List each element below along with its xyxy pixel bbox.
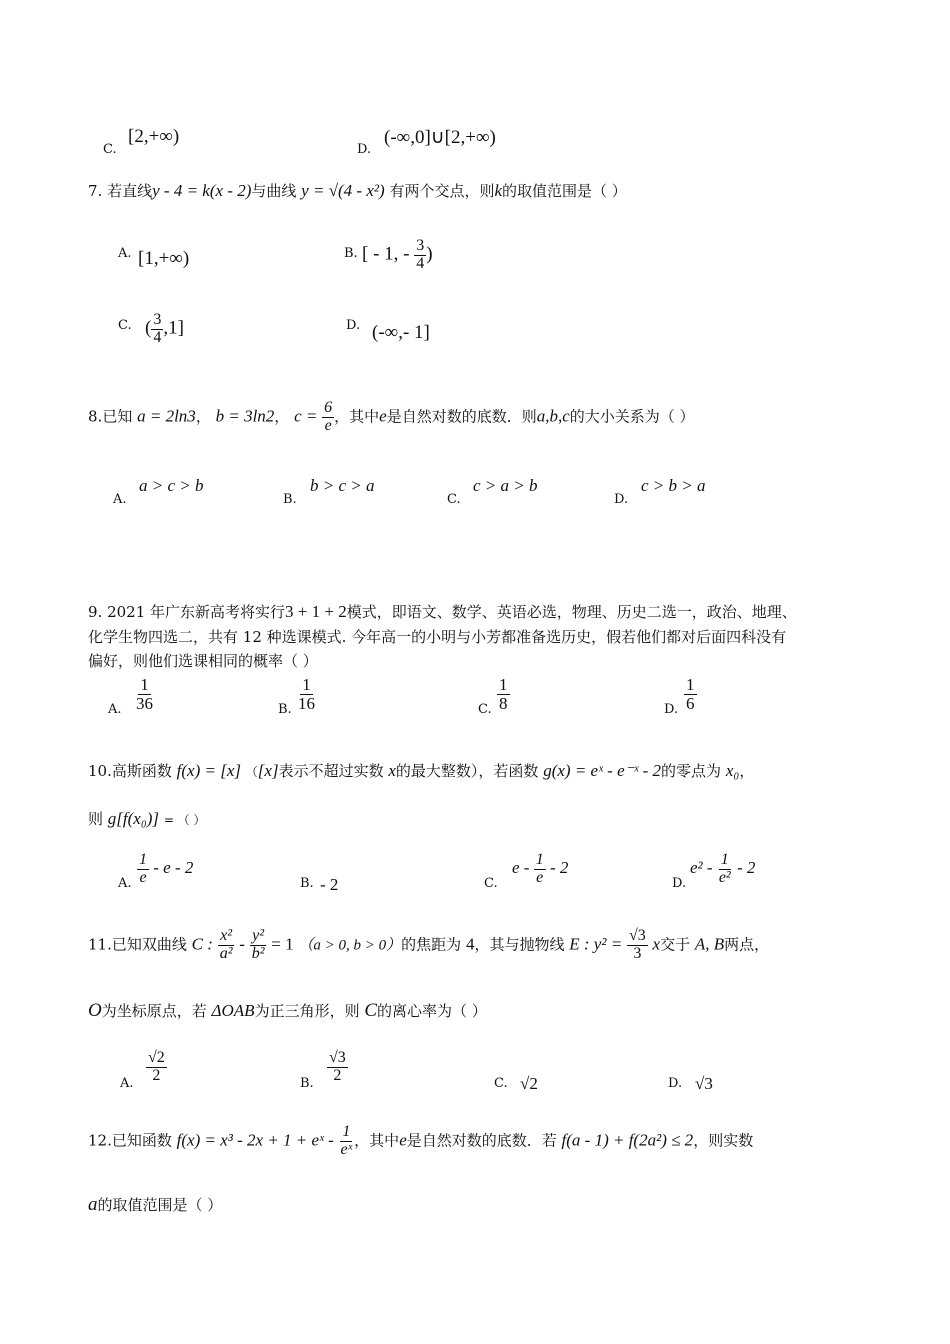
- q7-optA-label: A.: [118, 246, 132, 261]
- q10-optC-post: - 2: [549, 858, 569, 878]
- q8-c-den: e: [324, 416, 332, 434]
- q9-line1: [88, 601, 797, 622]
- q11-text: ，其与抛物线: [474, 935, 565, 954]
- q8-c-num: 6: [324, 399, 333, 416]
- q7-number: 7.: [88, 182, 103, 200]
- q11-eq1: = 1: [271, 934, 294, 954]
- q11-triangle: ΔOAB: [211, 1001, 255, 1020]
- q11-optA-label: A.: [120, 1076, 134, 1091]
- q9-optB-label: B.: [278, 702, 292, 717]
- q6-optC-value: [2,+∞): [128, 126, 180, 147]
- q7-optB-den: 4: [416, 254, 425, 272]
- q8-c-fraction: [322, 400, 334, 435]
- q11-text: 为坐标原点，若: [101, 1002, 207, 1020]
- q11-E-fraction: [627, 928, 648, 963]
- q12-inequality: f(a - 1) + f(2a²) ≤ 2: [561, 1130, 694, 1150]
- q10-optD-label: D.: [672, 876, 687, 891]
- q9-line2: 化学生物四选二，共有 12 种选课模式. 今年高一的小明与小芳都准备选历史，假若他们都对后面四科没有: [88, 628, 787, 646]
- q7-optB-post: ): [426, 243, 433, 265]
- q10-optA-num: 1: [139, 851, 147, 868]
- q11-optD-label: D.: [668, 1076, 683, 1091]
- q7-optC-label: C.: [118, 318, 132, 333]
- q10-f-def: f(x) = [x]: [176, 761, 241, 780]
- q11-text: 交于: [660, 935, 691, 954]
- q7-optB-num: 3: [416, 237, 425, 254]
- q11-O: O: [88, 1000, 102, 1021]
- q8-e: e: [379, 406, 387, 426]
- q7-optD-label: D.: [346, 318, 361, 333]
- q11-optB-den: 2: [333, 1066, 342, 1084]
- q11-text: 为正三角形，则: [254, 1002, 360, 1020]
- q10-x: x: [388, 761, 396, 780]
- q7-optC-fraction: [151, 312, 163, 347]
- q7-optC-num: 3: [153, 311, 162, 328]
- q7-optB-pre: [ - 1, -: [362, 243, 410, 265]
- q8-text: 已知: [102, 407, 133, 426]
- q12-text: ，则实数: [693, 1131, 754, 1150]
- q12-f-den: eˣ: [340, 1140, 353, 1158]
- q7-text: 的取值范围是（ ）: [502, 182, 627, 200]
- q12-f-num: 1: [342, 1123, 351, 1140]
- q11-optB-value: [327, 1050, 348, 1085]
- q10-line1: [88, 760, 754, 781]
- q10-number: 10.: [88, 762, 112, 780]
- q8-c-def: c =: [294, 406, 318, 426]
- q10-optA-value: [137, 852, 193, 887]
- q7-optA-value: [1,+∞): [138, 248, 190, 269]
- q11-optA-num: √2: [148, 1049, 165, 1066]
- q7-k: k: [494, 181, 502, 200]
- q11-optB-num: √3: [329, 1049, 346, 1066]
- q8-text: 是自然对数的底数．则: [386, 407, 537, 426]
- q10-optA-fraction: [137, 852, 149, 887]
- q9-optD-label: D.: [664, 702, 679, 717]
- q9-optC-label: C.: [478, 702, 492, 717]
- q8-text: ，其中: [334, 407, 380, 426]
- q11-condition: （a > 0, b > 0）: [298, 937, 402, 954]
- q7-optC-post: ,1]: [163, 317, 184, 339]
- q8-optB-value: b > c > a: [310, 476, 375, 495]
- q8-stem: 8.已知 a = 2ln3， b = 3ln2， c = $\frac{6}{e}$ ，其中e是自然对数的底数．则a,b,c的大小关系为（ ）: [88, 399, 695, 434]
- q8-text: 的大小关系为（ ）: [569, 407, 695, 426]
- q10-line2: [88, 808, 206, 829]
- q9-optA-den: 36: [136, 693, 153, 713]
- q11-four: 4: [465, 934, 475, 954]
- q11-text: 两点，: [724, 935, 770, 954]
- q10-optC-label: C.: [484, 876, 498, 891]
- q12-text: 已知函数: [111, 1131, 172, 1150]
- q10-optD-num: 1: [720, 851, 729, 868]
- q10-bracket: [x]: [257, 761, 279, 780]
- q9-optB-value: [296, 676, 317, 713]
- q12-e: e: [399, 1130, 407, 1150]
- q11-optA-value: [146, 1050, 167, 1085]
- q11-optB-label: B.: [300, 1076, 314, 1091]
- q10-optC-fraction: [534, 852, 546, 887]
- q9-optA-num: 1: [140, 675, 149, 694]
- q10-text: （: [245, 765, 258, 779]
- q10-optC-num: 1: [535, 851, 544, 868]
- q10-text: 高斯函数: [111, 762, 172, 780]
- q7-optB-value: [362, 238, 433, 273]
- q10-text: 则: [88, 810, 104, 828]
- q11-C: C :: [191, 934, 213, 954]
- q10-optA-label: A.: [118, 876, 132, 891]
- q10-optB-value: - 2: [320, 875, 339, 894]
- q9-optD-num: 1: [686, 675, 695, 694]
- q8-optA-label: A.: [113, 492, 127, 507]
- q9-line3: 偏好，则他们选课相同的概率（ ）: [88, 652, 318, 670]
- q11-three: 3: [633, 944, 642, 962]
- q9-optD-den: 6: [686, 693, 695, 713]
- q7-optC-den: 4: [153, 328, 162, 346]
- q10-optD-pre: e² -: [690, 858, 713, 878]
- q8-a-def: a = 2ln3: [137, 406, 196, 426]
- q9-text: 模式，即语文、数学、英语必选，物理、历史二选一，政治、地理、: [346, 603, 797, 621]
- q11-text: 已知双曲线: [111, 935, 187, 954]
- q11-b2: b²: [251, 944, 265, 962]
- q8-optB-label: B.: [283, 492, 297, 507]
- q12-line2: [88, 1194, 222, 1216]
- q10-text: 的最大整数），若函数: [395, 762, 539, 780]
- q11-x-fraction: [218, 928, 235, 963]
- q11-sqrt3: √3: [628, 927, 646, 944]
- q10-optB-label: B.: [300, 876, 314, 891]
- q12-number: 12.: [88, 1131, 112, 1150]
- q7-optB-label: B.: [344, 246, 358, 261]
- q9-optB-den: 16: [298, 693, 315, 713]
- q8-optD-value: c > b > a: [641, 476, 706, 495]
- q10-optC-pre: e -: [512, 858, 530, 878]
- q11-text: 的焦距为: [401, 935, 462, 954]
- q10-optC-den: e: [536, 868, 544, 886]
- q8-optA-value: a > c > b: [139, 476, 204, 495]
- q12-text: 的取值范围是（ ）: [97, 1196, 223, 1214]
- q7-text: 有两个交点，则: [389, 182, 495, 200]
- q8-optC-label: C.: [447, 492, 461, 507]
- q9-optC-value: [497, 676, 510, 713]
- q11-optD-value: √3: [695, 1074, 713, 1093]
- q11-x: x: [652, 934, 661, 954]
- q7-optB-fraction: [414, 238, 426, 273]
- q8-optC-value: c > a > b: [473, 476, 538, 495]
- q7-curve-equation: y = √(4 - x²): [301, 181, 385, 200]
- q7-text: 与曲线: [251, 182, 297, 200]
- q7-optC-value: [145, 312, 184, 347]
- q12-text: 是自然对数的底数．若: [406, 1131, 557, 1150]
- q11-optC-value: √2: [520, 1074, 538, 1093]
- q6-optD-value: (-∞,0]∪[2,+∞): [384, 127, 496, 148]
- q7-text: 若直线: [107, 182, 153, 200]
- q10-optD-value: [690, 852, 755, 887]
- q12-line1: [88, 1124, 753, 1159]
- q9-optC-num: 1: [499, 675, 508, 694]
- q10-x0: x₀: [725, 761, 740, 780]
- q11-a2: a²: [219, 944, 233, 962]
- q10-g-def: g(x) = eˣ - e⁻ˣ - 2: [543, 761, 662, 780]
- q11-E: E : y² =: [569, 934, 623, 954]
- q10-text: 表示不超过实数: [278, 762, 384, 780]
- q10-optD-post: - 2: [736, 858, 756, 878]
- q11-AB: A, B: [694, 934, 725, 954]
- q11-C2: C: [364, 1000, 378, 1021]
- q12-text: ，其中: [354, 1131, 400, 1150]
- q10-optC-value: [512, 852, 568, 887]
- q9-optB-num: 1: [302, 675, 311, 694]
- q9-optA-value: [134, 676, 155, 713]
- q8-abc: a,b,c: [536, 406, 570, 426]
- q11-y2: y²: [252, 927, 265, 944]
- q8-b-def: b = 3ln2: [215, 406, 275, 426]
- q11-y-fraction: [250, 928, 267, 963]
- q12-f-fraction: [339, 1124, 355, 1159]
- q11-text: 的离心率为（ ）: [377, 1002, 487, 1020]
- q11-optC-label: C.: [494, 1076, 508, 1091]
- q10-optD-fraction: [717, 852, 733, 887]
- q10-text: 的零点为: [661, 762, 722, 780]
- q9-mode: 3 + 1 + 2: [285, 602, 347, 621]
- q7-stem: [88, 180, 627, 201]
- q6-optD-label: D.: [357, 142, 372, 157]
- q10-optA-den: e: [139, 868, 147, 886]
- q7-line-equation: y - 4 = k(x - 2): [152, 181, 252, 200]
- q12-a: a: [88, 1194, 98, 1215]
- q10-text: = （ ）: [163, 813, 206, 827]
- q10-optD-den: e²: [718, 868, 731, 886]
- q8-optD-label: D.: [614, 492, 629, 507]
- q10-text: ，: [739, 762, 755, 780]
- q11-optA-den: 2: [152, 1066, 161, 1084]
- q10-gfx: g[f(x₀)]: [107, 809, 160, 828]
- q11-minus: -: [239, 934, 245, 954]
- q7-optD-value: (-∞,- 1]: [372, 322, 430, 343]
- q9-optC-den: 8: [499, 693, 508, 713]
- q12-f-def: f(x) = x³ - 2x + 1 + eˣ -: [176, 1130, 334, 1150]
- q9-text: 9. 2021 年广东新高考将实行: [88, 603, 286, 621]
- q10-optA-post: - e - 2: [153, 858, 194, 878]
- q11-number: 11.: [88, 935, 112, 954]
- q7-optC-pre: (: [145, 317, 152, 339]
- q8-number: 8.: [88, 407, 103, 426]
- q9-optA-label: A.: [108, 702, 122, 717]
- q11-line1: [88, 928, 769, 963]
- q9-optD-value: [684, 676, 697, 713]
- q11-x2: x²: [220, 927, 233, 944]
- q6-optC-label: C.: [103, 142, 117, 157]
- q11-line2: [88, 1000, 487, 1022]
